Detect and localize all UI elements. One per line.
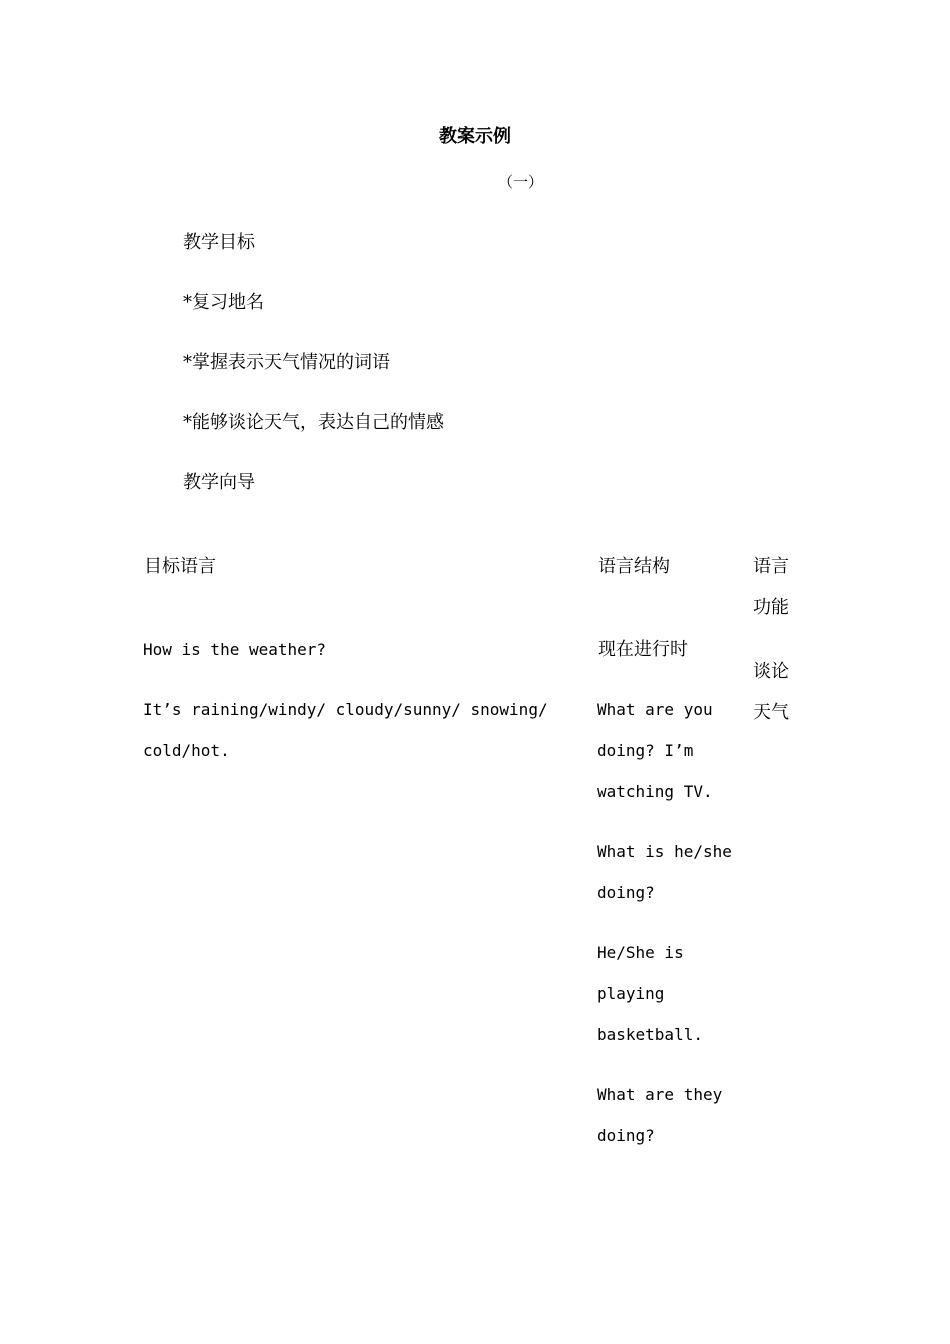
structure-line: basketball. [597,1025,703,1044]
header-structure: 语言结构 [598,556,670,577]
structure-line: doing? I’m [597,741,694,760]
header-function-line2: 功能 [753,597,789,618]
structure-line: doing? [597,1126,655,1145]
structure-line: doing? [597,883,655,902]
target-language-line: cold/hot. [143,741,230,760]
function-line: 天气 [753,702,789,723]
function-line: 谈论 [753,661,789,682]
structure-line: He/She is [597,943,684,962]
objective-item: *复习地名 [183,292,264,313]
document-subtitle: （一） [498,173,544,191]
structure-line: watching TV. [597,782,713,801]
objective-item: *掌握表示天气情况的词语 [183,352,390,373]
objective-item: *能够谈论天气，表达自己的情感 [183,412,444,433]
target-language-line: How is the weather? [143,640,327,659]
structure-line: What are you [597,700,713,719]
target-language-line: It’s raining/windy/ cloudy/sunny/ snowing/ [143,700,548,719]
header-target-language: 目标语言 [144,556,216,577]
structure-heading: 现在进行时 [598,639,688,660]
structure-line: What are they [597,1085,723,1104]
header-function-line1: 语言 [753,556,789,577]
structure-line: playing [597,984,665,1003]
structure-line: What is he/she [597,842,732,861]
document-title: 教案示例 [439,126,511,147]
objectives-heading: 教学目标 [183,232,255,253]
guide-heading: 教学向导 [183,472,255,493]
